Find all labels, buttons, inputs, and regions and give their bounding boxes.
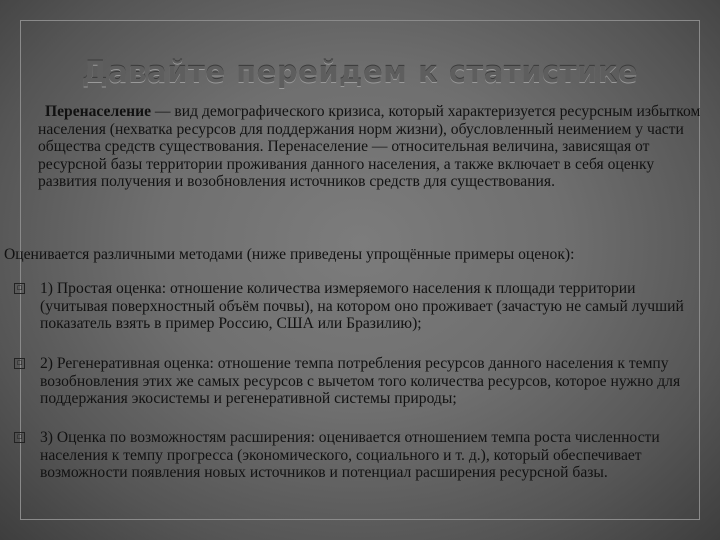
list-item-text: 3) Оценка по возможностям расширения: оценивается отношением темпа роста численности населения к темпу прогресса (экономического, социального и т. д.), который обеспечивает возможности появления новых источников и потенциал расширения ресурсной базы. bbox=[40, 429, 660, 482]
bullet-icon: ▫ bbox=[14, 283, 25, 294]
bullet-icon: ▫ bbox=[14, 432, 25, 443]
intro-term: Перенаселение bbox=[45, 103, 152, 120]
bullet-icon: ▫ bbox=[14, 358, 25, 369]
intro-paragraph bbox=[38, 103, 710, 191]
list-item-text: 1) Простая оценка: отношение количества измеряемого населения к площади территории (учитывая поверхностный объём почвы), на котором оно проживает (зачастую не самый лучший показатель взять в пример Россию, США или Бразилию); bbox=[40, 280, 684, 333]
intro-text: — вид демографического кризиса, который характеризуется ресурсным избытком населения (нехватка ресурсов для поддержания норм жизни), обусловленный неимением у части общества средств существования. Перенаселение — относительная величина, зависящая от ресурсной базы территории проживания данного населения, а также включает в себя оценку развития получения и возобновления источников средств для существования. bbox=[38, 103, 701, 191]
list-item-text: 2) Регенеративная оценка: отношение темпа потребления ресурсов данного населения к темпу возобновления этих же самых ресурсов с вычетом того количества ресурсов, которое нужно для поддержания экосистемы и регенеративной системы природы; bbox=[40, 355, 681, 408]
lead-sentence: Оценивается различными методами (ниже приведены упрощённые примеры оценок): bbox=[4, 246, 575, 263]
slide-title: Давайте перейдем к статистике bbox=[81, 55, 639, 89]
